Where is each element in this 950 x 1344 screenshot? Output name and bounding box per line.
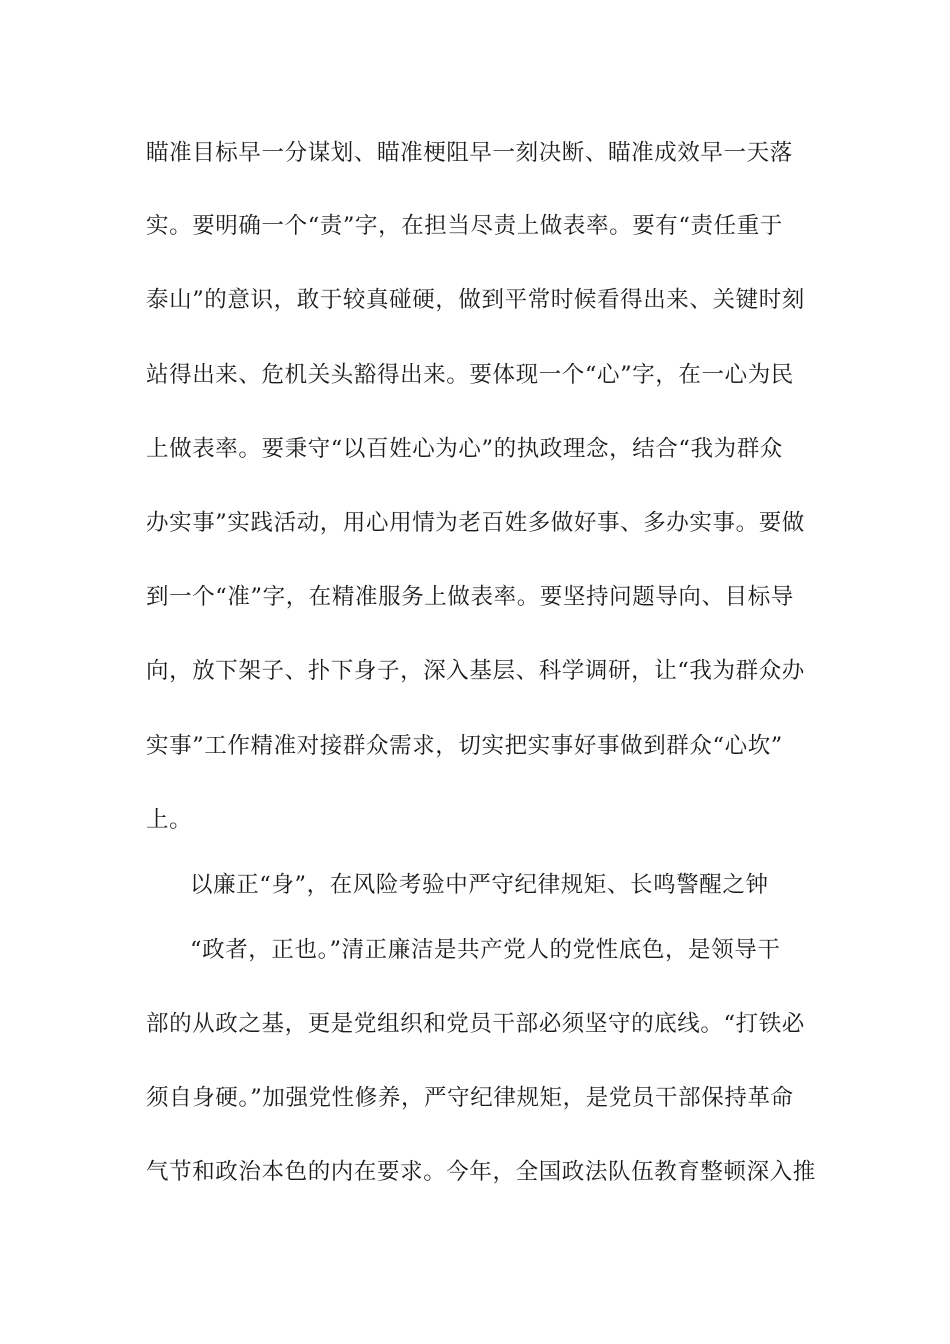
text-line: 向，放下架子、扑下身子，深入基层、科学调研，让“我为群众办	[146, 658, 805, 684]
text-line: 上。	[146, 807, 193, 833]
text-line: 瞄准目标早一分谋划、瞄准梗阻早一刻决断、瞄准成效早一天落	[146, 140, 793, 166]
text-line: 办实事”实践活动，用心用情为老百姓多做好事、多办实事。要做	[146, 510, 805, 536]
text-line: 气节和政治本色的内在要求。今年，全国政法队伍教育整顿深入推	[146, 1159, 816, 1185]
text-line: 实。要明确一个“责”字，在担当尽责上做表率。要有“责任重于	[146, 213, 783, 239]
section-heading: 以廉正“身”，在风险考验中严守纪律规矩、长鸣警醒之钟	[190, 872, 769, 898]
text-line: 部的从政之基，更是党组织和党员干部必须坚守的底线。“打铁必	[146, 1011, 805, 1037]
text-line: “政者，正也。”清正廉洁是共产党人的党性底色，是领导干	[190, 937, 781, 963]
text-line: 站得出来、危机关头豁得出来。要体现一个“心”字，在一心为民	[146, 362, 794, 388]
text-line: 泰山”的意识，敢于较真碰硬，做到平常时候看得出来、关键时刻	[146, 287, 805, 313]
text-line: 上做表率。要秉守“以百姓心为心”的执政理念，结合“我为群众	[146, 436, 783, 462]
text-line: 实事”工作精准对接群众需求，切实把实事好事做到群众“心坎”	[146, 733, 783, 759]
text-line: 到一个“准”字，在精准服务上做表率。要坚持问题导向、目标导	[146, 584, 794, 610]
text-line: 须自身硬。”加强党性修养，严守纪律规矩，是党员干部保持革命	[146, 1085, 794, 1111]
